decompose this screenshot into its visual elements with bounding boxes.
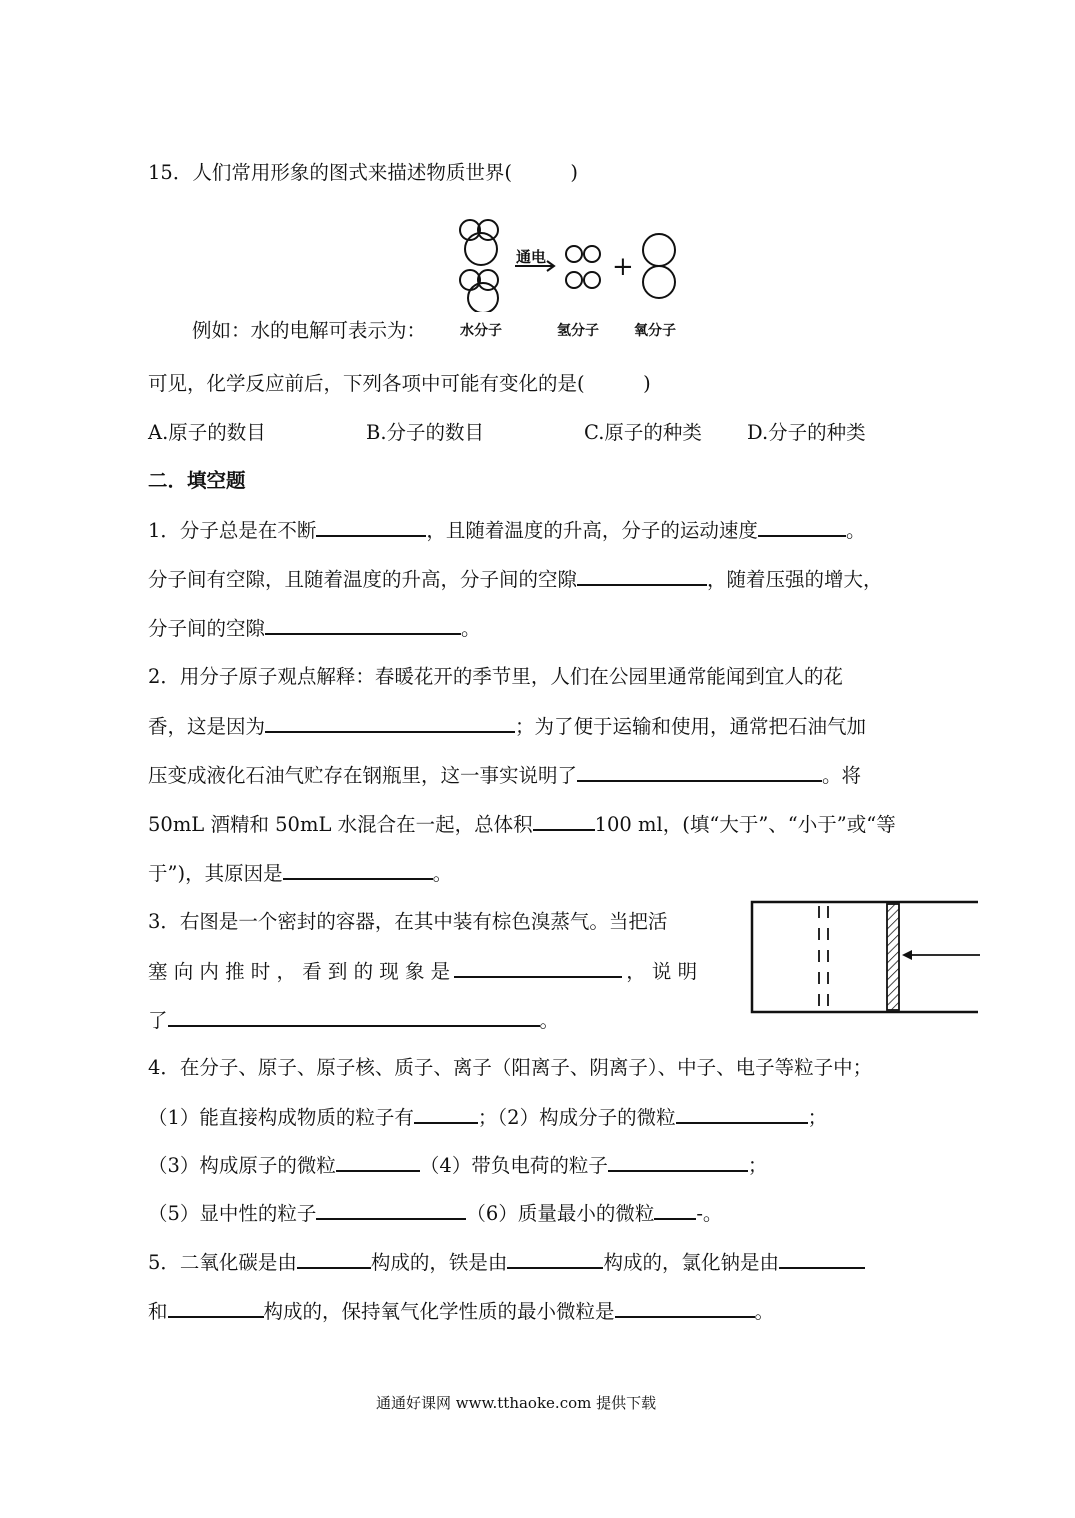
label-water-molecule: 水分子	[460, 323, 502, 339]
q15-stem: 15．人们常用形象的图式来描述物质世界( )	[148, 161, 579, 184]
label-oxygen-molecule: 氧分子	[634, 323, 676, 339]
fill-q1-line2	[148, 566, 883, 593]
fill-q5-line2	[148, 1298, 774, 1325]
answer-blank[interactable]	[316, 1200, 466, 1220]
fill-q5-line1	[148, 1249, 865, 1276]
answer-blank[interactable]	[615, 1298, 755, 1318]
section-title: 二．填空题	[148, 469, 246, 492]
text: 。	[432, 862, 453, 885]
text: ；为了便于运输和使用，通常把石油气加	[515, 715, 867, 738]
fill-q1-line1	[148, 517, 865, 544]
footer-text: 通通好课网 www.tthaoke.com 提供下载	[376, 1394, 657, 1412]
answer-blank[interactable]	[758, 517, 846, 537]
text: 压变成液化石油气贮存在钢瓶里，这一事实说明了	[148, 764, 578, 787]
answer-blank[interactable]	[265, 615, 461, 635]
answer-blank[interactable]	[779, 1249, 865, 1269]
text: ；	[747, 1154, 768, 1177]
answer-blank[interactable]	[414, 1104, 478, 1124]
sealed-container-diagram	[748, 898, 984, 1018]
fill-q4-line3	[148, 1152, 767, 1179]
text: 和	[148, 1300, 168, 1323]
text: ，随着压强的增大，	[707, 568, 883, 591]
fill-q4-line4	[148, 1200, 722, 1227]
electrolysis-diagram	[455, 212, 695, 312]
answer-blank[interactable]	[168, 1298, 264, 1318]
answer-blank[interactable]	[283, 860, 433, 880]
fill-q2-line1: 2．用分子原子观点解释：春暖花开的季节里，人们在公园里通常能闻到宜人的花	[148, 665, 843, 688]
answer-blank[interactable]	[168, 1007, 540, 1027]
electrolysis-condition-label: 通电	[516, 248, 547, 266]
answer-blank[interactable]	[533, 811, 595, 831]
answer-blank[interactable]	[676, 1104, 808, 1124]
text: 于”)，其原因是	[148, 862, 283, 885]
text: -。	[696, 1202, 723, 1225]
fill-q3-line1: 3．右图是一个密封的容器，在其中装有棕色溴蒸气。当把活	[148, 910, 668, 933]
fill-q3-line3	[148, 1007, 559, 1034]
answer-blank[interactable]	[316, 517, 426, 537]
answer-blank[interactable]	[297, 1249, 371, 1269]
text: 。	[845, 519, 866, 542]
text: 。	[539, 1009, 560, 1032]
text: 构成的，保持氧气化学性质的最小微粒是	[263, 1300, 615, 1323]
answer-blank[interactable]	[654, 1200, 696, 1220]
fill-q3-line2	[148, 958, 697, 985]
answer-blank[interactable]	[577, 566, 707, 586]
text: （6）质量最小的微粒	[466, 1202, 655, 1225]
answer-blank[interactable]	[265, 713, 515, 733]
text: 。	[461, 617, 481, 640]
text: ， 说 明	[626, 960, 698, 983]
answer-blank[interactable]	[454, 958, 622, 978]
text: 构成的，铁是由	[370, 1251, 508, 1274]
text: ；	[807, 1106, 828, 1129]
label-hydrogen-molecule: 氢分子	[557, 323, 599, 339]
text: 分子间有空隙，且随着温度的升高，分子间的空隙	[148, 568, 578, 591]
q15-option-a: A.原子的数目	[148, 421, 266, 444]
text: ；（2）构成分子的微粒	[477, 1106, 676, 1129]
text: 香，这是因为	[148, 715, 266, 738]
q15-question: 可见，化学反应前后，下列各项中可能有变化的是( )	[148, 372, 651, 395]
text: 。将	[822, 764, 862, 787]
q15-option-b: B.分子的数目	[366, 421, 485, 444]
fill-q4-line2	[148, 1104, 827, 1131]
text: （4）带负电荷的粒子	[419, 1154, 608, 1177]
q15-option-c: C.原子的种类	[584, 421, 702, 444]
fill-q4-line1: 4．在分子、原子、原子核、质子、离子（阳离子、阴离子）、中子、电子等粒子中；	[148, 1056, 873, 1079]
fill-q2-line5	[148, 860, 452, 887]
text: 分子间的空隙	[148, 617, 266, 640]
text: 5．二氧化碳是由	[148, 1251, 297, 1274]
text: 100 ml，(填“大于”、“小于”或“等	[594, 813, 896, 836]
answer-blank[interactable]	[608, 1152, 748, 1172]
text: ，且随着温度的升高，分子的运动速度	[426, 519, 758, 542]
text: （5）显中性的粒子	[148, 1202, 317, 1225]
text: 50mL 酒精和 50mL 水混合在一起，总体积	[148, 813, 533, 836]
text: （1）能直接构成物质的粒子有	[148, 1106, 414, 1129]
text: 1．分子总是在不断	[148, 519, 317, 542]
plus-sign: +	[612, 252, 634, 282]
answer-blank[interactable]	[507, 1249, 603, 1269]
fill-q2-line2	[148, 713, 866, 740]
q15-option-d: D.分子的种类	[747, 421, 866, 444]
fill-q1-line3	[148, 615, 481, 642]
fill-q2-line4	[148, 811, 896, 838]
text: 构成的，氯化钠是由	[603, 1251, 779, 1274]
text: （3）构成原子的微粒	[148, 1154, 336, 1177]
answer-blank[interactable]	[577, 762, 822, 782]
answer-blank[interactable]	[336, 1152, 420, 1172]
text: 。	[754, 1300, 775, 1323]
text: 塞 向 内 推 时 ， 看 到 的 现 象 是	[148, 960, 451, 983]
text: 了	[148, 1009, 168, 1032]
q15-example-prefix: 例如：水的电解可表示为：	[192, 319, 427, 342]
fill-q2-line3	[148, 762, 861, 789]
